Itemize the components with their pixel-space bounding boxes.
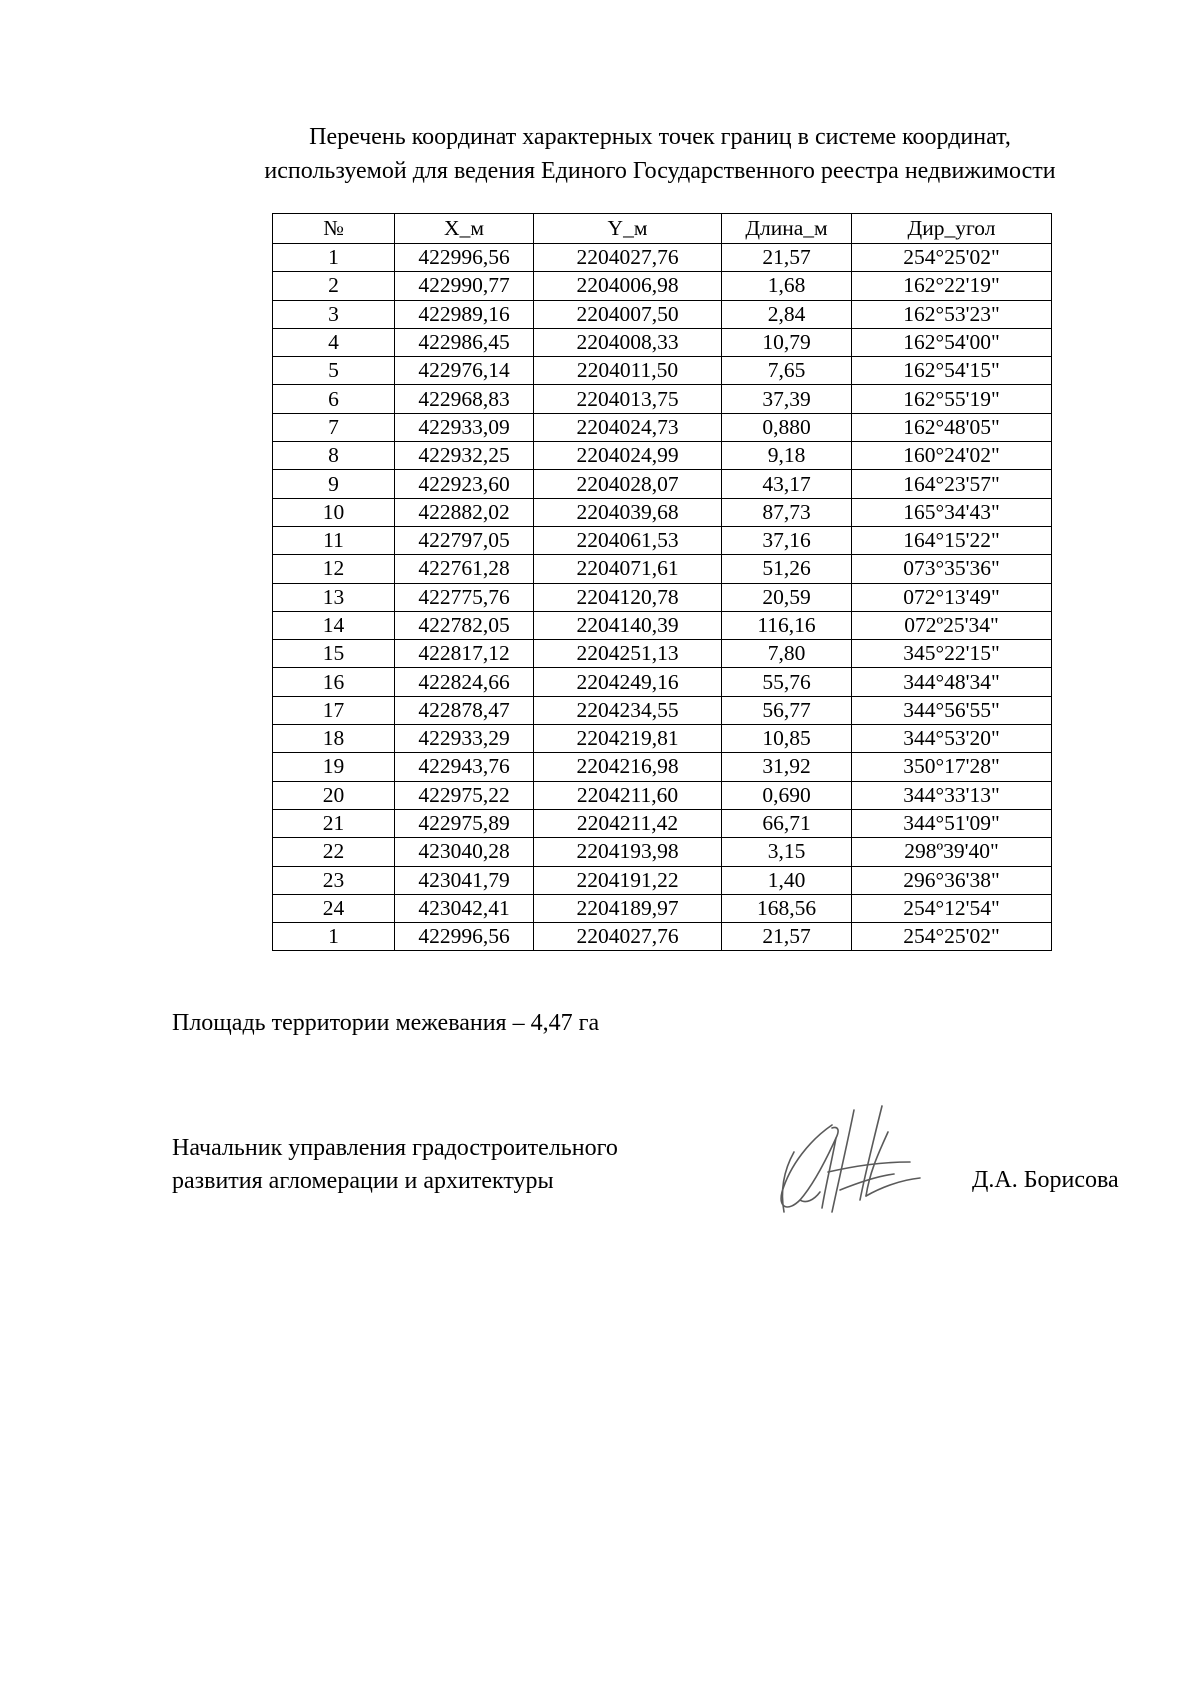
cell-number: 23 — [273, 866, 395, 894]
signer-name: Д.А. Борисова — [972, 1167, 1119, 1193]
cell-y: 2204211,60 — [534, 781, 722, 809]
cell-y: 2204027,76 — [534, 244, 722, 272]
cell-number: 5 — [273, 357, 395, 385]
table-row — [273, 696, 1052, 724]
cell-direction-angle: 072°13'49" — [852, 583, 1052, 611]
cell-y: 2204191,22 — [534, 866, 722, 894]
cell-y: 2204007,50 — [534, 300, 722, 328]
table-row — [273, 470, 1052, 498]
cell-number: 10 — [273, 498, 395, 526]
survey-area-text: Площадь территории межевания – 4,47 га — [172, 1010, 600, 1036]
table-row — [273, 838, 1052, 866]
cell-length: 7,80 — [722, 640, 852, 668]
table-header-row — [273, 214, 1052, 244]
table-row — [273, 300, 1052, 328]
cell-y: 2204027,76 — [534, 923, 722, 951]
cell-length: 56,77 — [722, 696, 852, 724]
cell-y: 2204140,39 — [534, 611, 722, 639]
table-row — [273, 442, 1052, 470]
cell-x: 422933,09 — [395, 413, 534, 441]
cell-y: 2204011,50 — [534, 357, 722, 385]
header-length: Длина_м — [722, 214, 852, 244]
cell-x: 423040,28 — [395, 838, 534, 866]
cell-number: 12 — [273, 555, 395, 583]
cell-number: 19 — [273, 753, 395, 781]
table-row — [273, 413, 1052, 441]
cell-length: 116,16 — [722, 611, 852, 639]
table-row — [273, 640, 1052, 668]
cell-direction-angle: 254°25'02" — [852, 244, 1052, 272]
table-row — [273, 272, 1052, 300]
table-row — [273, 611, 1052, 639]
cell-x: 422824,66 — [395, 668, 534, 696]
cell-y: 2204249,16 — [534, 668, 722, 696]
cell-length: 2,84 — [722, 300, 852, 328]
table-row — [273, 725, 1052, 753]
cell-x: 422933,29 — [395, 725, 534, 753]
cell-number: 18 — [273, 725, 395, 753]
cell-direction-angle: 162°48'05" — [852, 413, 1052, 441]
cell-number: 17 — [273, 696, 395, 724]
table-row — [273, 753, 1052, 781]
document-title — [160, 120, 1160, 188]
cell-length: 1,68 — [722, 272, 852, 300]
cell-number: 13 — [273, 583, 395, 611]
cell-y: 2204216,98 — [534, 753, 722, 781]
cell-length: 51,26 — [722, 555, 852, 583]
cell-direction-angle: 073°35'36" — [852, 555, 1052, 583]
cell-number: 4 — [273, 328, 395, 356]
table-row — [273, 668, 1052, 696]
cell-x: 422932,25 — [395, 442, 534, 470]
cell-number: 9 — [273, 470, 395, 498]
cell-direction-angle: 344°51'09" — [852, 809, 1052, 837]
cell-direction-angle: 162°53'23" — [852, 300, 1052, 328]
cell-x: 422878,47 — [395, 696, 534, 724]
cell-x: 422882,02 — [395, 498, 534, 526]
table-row — [273, 894, 1052, 922]
signer-position — [172, 1132, 618, 1198]
cell-y: 2204211,42 — [534, 809, 722, 837]
cell-y: 2204008,33 — [534, 328, 722, 356]
cell-length: 66,71 — [722, 809, 852, 837]
cell-direction-angle: 162°54'00" — [852, 328, 1052, 356]
table-row — [273, 866, 1052, 894]
title-line-2: используемой для ведения Единого Государственного реестра недвижимости — [264, 158, 1056, 184]
cell-x: 422975,22 — [395, 781, 534, 809]
cell-x: 422797,05 — [395, 526, 534, 554]
table-row — [273, 385, 1052, 413]
cell-y: 2204071,61 — [534, 555, 722, 583]
cell-x: 422923,60 — [395, 470, 534, 498]
cell-y: 2204219,81 — [534, 725, 722, 753]
cell-length: 7,65 — [722, 357, 852, 385]
position-line-2: развития агломерации и архитектуры — [172, 1168, 554, 1194]
cell-y: 2204024,99 — [534, 442, 722, 470]
cell-number: 1 — [273, 244, 395, 272]
table-row — [273, 357, 1052, 385]
cell-length: 9,18 — [722, 442, 852, 470]
cell-direction-angle: 162°55'19" — [852, 385, 1052, 413]
header-x: X_м — [395, 214, 534, 244]
cell-length: 37,39 — [722, 385, 852, 413]
table-row — [273, 555, 1052, 583]
cell-length: 87,73 — [722, 498, 852, 526]
cell-direction-angle: 160°24'02" — [852, 442, 1052, 470]
position-line-1: Начальник управления градостроительного — [172, 1135, 618, 1161]
cell-direction-angle: 164°15'22" — [852, 526, 1052, 554]
cell-x: 422761,28 — [395, 555, 534, 583]
cell-x: 422817,12 — [395, 640, 534, 668]
cell-x: 423042,41 — [395, 894, 534, 922]
cell-length: 0,690 — [722, 781, 852, 809]
cell-number: 15 — [273, 640, 395, 668]
cell-number: 2 — [273, 272, 395, 300]
cell-length: 43,17 — [722, 470, 852, 498]
cell-direction-angle: 162°22'19" — [852, 272, 1052, 300]
cell-y: 2204006,98 — [534, 272, 722, 300]
cell-direction-angle: 254°25'02" — [852, 923, 1052, 951]
cell-number: 14 — [273, 611, 395, 639]
cell-length: 21,57 — [722, 923, 852, 951]
cell-length: 55,76 — [722, 668, 852, 696]
header-number: № — [273, 214, 395, 244]
cell-y: 2204061,53 — [534, 526, 722, 554]
cell-direction-angle: 254°12'54" — [852, 894, 1052, 922]
table-row — [273, 328, 1052, 356]
cell-number: 20 — [273, 781, 395, 809]
cell-number: 21 — [273, 809, 395, 837]
cell-length: 21,57 — [722, 244, 852, 272]
cell-direction-angle: 162°54'15" — [852, 357, 1052, 385]
cell-number: 16 — [273, 668, 395, 696]
cell-x: 422990,77 — [395, 272, 534, 300]
cell-x: 422976,14 — [395, 357, 534, 385]
table-row — [273, 244, 1052, 272]
cell-length: 10,85 — [722, 725, 852, 753]
cell-length: 0,880 — [722, 413, 852, 441]
cell-y: 2204189,97 — [534, 894, 722, 922]
cell-x: 422968,83 — [395, 385, 534, 413]
cell-number: 6 — [273, 385, 395, 413]
cell-direction-angle: 344°33'13" — [852, 781, 1052, 809]
header-y: Y_м — [534, 214, 722, 244]
cell-direction-angle: 344°48'34" — [852, 668, 1052, 696]
cell-length: 37,16 — [722, 526, 852, 554]
title-line-1: Перечень координат характерных точек границ в системе координат, — [309, 124, 1011, 150]
cell-number: 7 — [273, 413, 395, 441]
cell-x: 422996,56 — [395, 244, 534, 272]
cell-x: 422996,56 — [395, 923, 534, 951]
header-direction-angle: Дир_угол — [852, 214, 1052, 244]
cell-x: 423041,79 — [395, 866, 534, 894]
cell-y: 2204013,75 — [534, 385, 722, 413]
table-row — [273, 809, 1052, 837]
cell-number: 8 — [273, 442, 395, 470]
cell-number: 1 — [273, 923, 395, 951]
cell-y: 2204251,13 — [534, 640, 722, 668]
cell-number: 3 — [273, 300, 395, 328]
table-row — [273, 498, 1052, 526]
table-body — [273, 244, 1052, 951]
cell-length: 31,92 — [722, 753, 852, 781]
cell-number: 22 — [273, 838, 395, 866]
cell-direction-angle: 298º39'40" — [852, 838, 1052, 866]
table-row — [273, 583, 1052, 611]
cell-x: 422975,89 — [395, 809, 534, 837]
cell-y: 2204234,55 — [534, 696, 722, 724]
cell-number: 24 — [273, 894, 395, 922]
cell-number: 11 — [273, 526, 395, 554]
cell-length: 1,40 — [722, 866, 852, 894]
cell-direction-angle: 344°56'55" — [852, 696, 1052, 724]
cell-direction-angle: 345°22'15" — [852, 640, 1052, 668]
cell-direction-angle: 344°53'20" — [852, 725, 1052, 753]
cell-x: 422989,16 — [395, 300, 534, 328]
cell-direction-angle: 350°17'28" — [852, 753, 1052, 781]
cell-y: 2204193,98 — [534, 838, 722, 866]
cell-y: 2204039,68 — [534, 498, 722, 526]
cell-y: 2204120,78 — [534, 583, 722, 611]
cell-length: 3,15 — [722, 838, 852, 866]
cell-x: 422782,05 — [395, 611, 534, 639]
cell-x: 422986,45 — [395, 328, 534, 356]
cell-length: 10,79 — [722, 328, 852, 356]
cell-length: 168,56 — [722, 894, 852, 922]
cell-direction-angle: 296°36'38" — [852, 866, 1052, 894]
cell-direction-angle: 164°23'57" — [852, 470, 1052, 498]
cell-x: 422943,76 — [395, 753, 534, 781]
cell-direction-angle: 072º25'34" — [852, 611, 1052, 639]
cell-y: 2204024,73 — [534, 413, 722, 441]
signature-icon — [770, 1100, 950, 1225]
coordinates-table — [272, 213, 1052, 951]
table-row — [273, 526, 1052, 554]
cell-direction-angle: 165°34'43" — [852, 498, 1052, 526]
table-row — [273, 923, 1052, 951]
cell-y: 2204028,07 — [534, 470, 722, 498]
table-row — [273, 781, 1052, 809]
cell-x: 422775,76 — [395, 583, 534, 611]
cell-length: 20,59 — [722, 583, 852, 611]
